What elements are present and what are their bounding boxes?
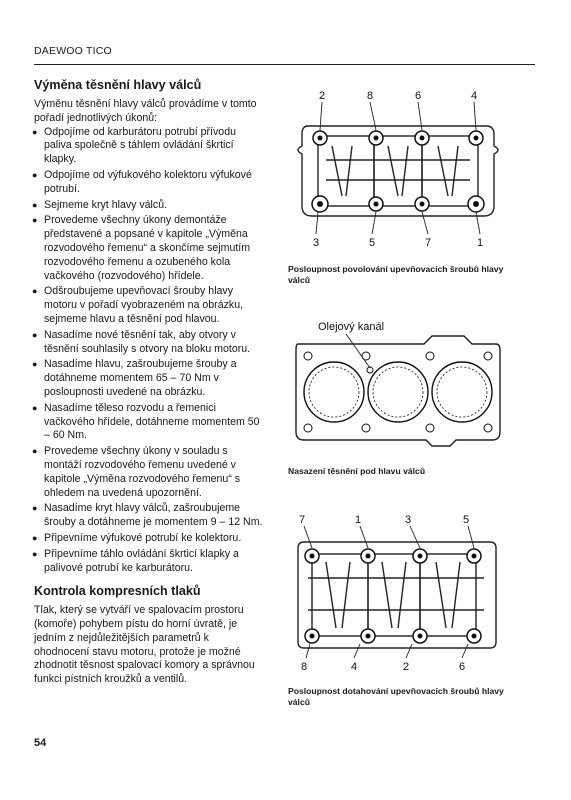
- bolt-label: 6: [414, 90, 422, 102]
- text-column: [34, 78, 266, 687]
- list-item: ● Odpojíme od karburátoru potrubí přívodu paliva společně s táhlem ovládání škrticí klapky.: [34, 126, 266, 167]
- gasket-drawing: [286, 316, 512, 456]
- bolt-label: 8: [300, 661, 308, 673]
- oil-channel-callout: Olejový kanál: [318, 321, 385, 333]
- list-item: ● Připevníme výfukové potrubí ke kolektoru.: [34, 532, 266, 546]
- figure-loosening-order: [288, 88, 508, 258]
- bolt-label: 1: [354, 514, 362, 526]
- section-title-gasket: Výměna těsnění hlavy válců: [34, 78, 202, 92]
- list-item: ● Nasadíme nové těsnění tak, aby otvory v těsnění souhlasily s otvory na bloku motoru.: [34, 329, 266, 357]
- figure-tightening-order: [288, 512, 508, 676]
- list-item: ● Nasadíme hlavu, zašroubujeme šrouby a dotáhneme momentem 65 – 70 Nm v posloupnosti uvedené na obrázku.: [34, 358, 266, 399]
- bolt-label: 7: [298, 514, 306, 526]
- running-header: DAEWOO TICO: [34, 45, 112, 57]
- list-item: ● Provedeme všechny úkony v souladu s montáží rozvodového řemenu uvedené v kapitole „Výměna rozvodového řemenu“ s ohledem na uvedená upozornění.: [34, 445, 266, 500]
- list-item: ● Provedeme všechny úkony demontáže představené a popsané v kapitole „Výměna rozvodového řemenu“ a skončíme sejmutím rozvodového řemenu a ozubeného kola vačkového (rozvodového) hřídele.: [34, 214, 266, 283]
- bolt-label: 6: [458, 661, 466, 673]
- bolt-label: 3: [312, 237, 320, 249]
- page-number: 54: [34, 737, 47, 749]
- figure-caption: Posloupnost dotahování upevňovacích šroubů hlavy válců: [288, 686, 504, 707]
- bolt-label: 7: [424, 237, 432, 249]
- bolt-label: 4: [350, 661, 358, 673]
- list-item: ● Sejmeme kryt hlavy válců.: [34, 199, 266, 213]
- figure-gasket: [286, 316, 512, 456]
- cylinder-head-drawing: [288, 88, 508, 258]
- bolt-label: 2: [402, 661, 410, 673]
- list-item: ● Nasadíme těleso rozvodu a řemenici vačkového hřídele, dotáhneme momentem 50 – 60 Nm.: [34, 402, 266, 443]
- steps-list: [34, 126, 266, 576]
- bolt-label: 3: [404, 514, 412, 526]
- figure-caption: Nasazení těsnění pod hlavu válců: [288, 466, 426, 476]
- cylinder-head-drawing: [288, 512, 508, 676]
- compression-paragraph: Tlak, který se vytváří ve spalovacím prostoru (komoře) pohybem pístu do horní úvratě, je jedním z nejdůležitějších parametrů k ohodnocení stavu motoru, protože je možné zhodnotit těsnost spalovací komory a správnou funkci pístních kroužků a ventilů.: [34, 604, 255, 686]
- bolt-label: 4: [470, 90, 478, 102]
- bolt-label: 1: [476, 237, 484, 249]
- bolt-label: 5: [368, 237, 376, 249]
- bolt-label: 8: [366, 90, 374, 102]
- figure-caption: Posloupnost povolování upevňovacích šroubů hlavy válců: [288, 264, 504, 285]
- bolt-label: 2: [318, 90, 326, 102]
- list-item: ● Připevníme táhlo ovládání škrticí klapky a palivové potrubí ke karburátoru.: [34, 548, 266, 576]
- list-item: ● Nasadíme kryt hlavy válců, zašroubujeme šrouby a dotáhneme je momentem 9 – 12 Nm.: [34, 502, 266, 530]
- list-item: ● Odšroubujeme upevňovací šrouby hlavy motoru v pořadí vyobrazeném na obrázku, sejmeme hlavu a těsnění pod hlavou.: [34, 285, 266, 326]
- section-title-compression: Kontrola kompresních tlaků: [34, 584, 201, 599]
- header-rule: [34, 64, 535, 65]
- bolt-label: 5: [462, 514, 470, 526]
- list-item: ● Odpojíme od výfukového kolektoru výfukové potrubí.: [34, 169, 266, 197]
- intro-paragraph: Výměnu těsnění hlavy válců provádíme v tomto pořadí jednotlivých úkonů:: [34, 98, 257, 124]
